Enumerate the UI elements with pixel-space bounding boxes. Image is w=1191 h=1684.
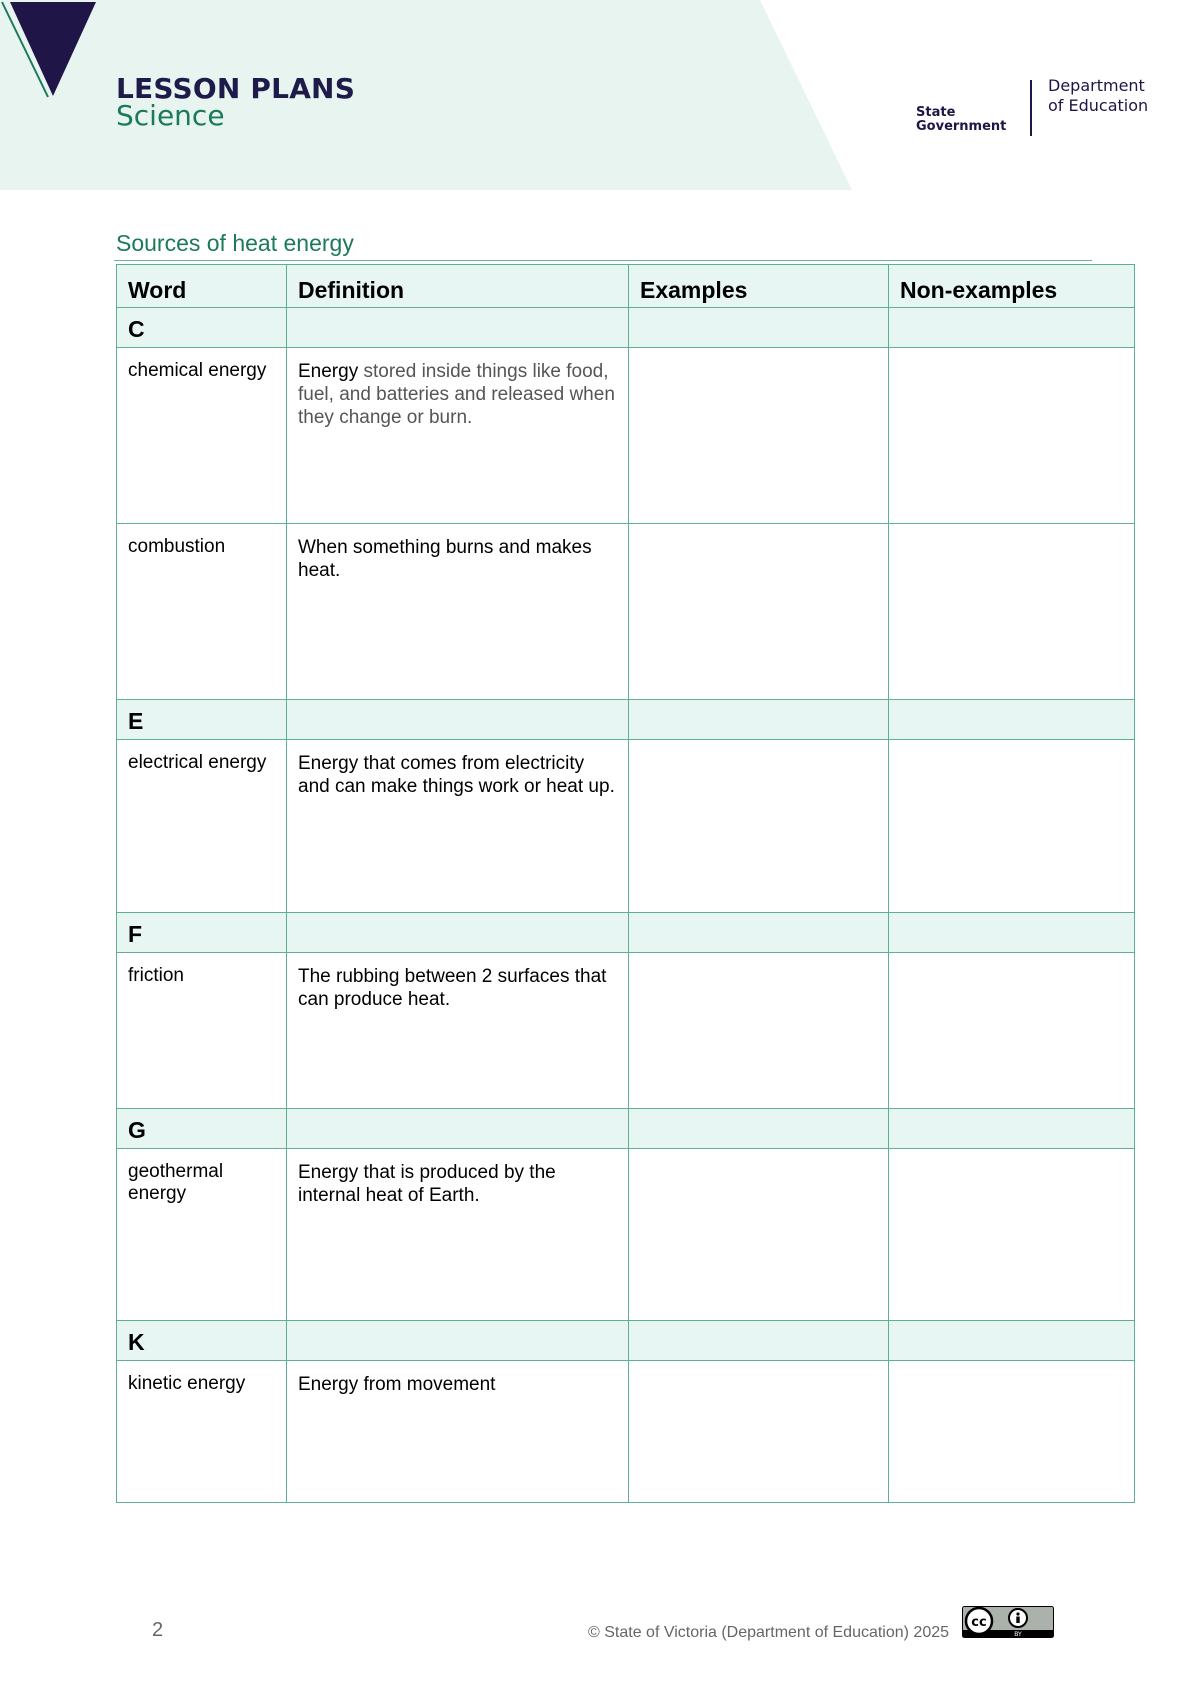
word-cell: kinetic energy (117, 1361, 287, 1503)
letter-row-cell (629, 308, 889, 348)
letter-row-k (117, 1321, 1135, 1361)
letter-row-cell (629, 913, 889, 953)
table-row (117, 1361, 1135, 1503)
definition-cell: The rubbing between 2 surfaces that can produce heat. (287, 953, 629, 1109)
letter-row-cell (629, 1321, 889, 1361)
letter-row-cell (889, 1321, 1135, 1361)
letter-row-cell (889, 913, 1135, 953)
logo-divider (1030, 80, 1032, 136)
government-label: Government (916, 119, 1007, 134)
column-header-definition: Definition (287, 265, 629, 308)
non-examples-cell[interactable] (889, 740, 1135, 913)
table-row (117, 524, 1135, 700)
definition-lead: Energy (298, 361, 359, 382)
word-cell: electrical energy (117, 740, 287, 913)
letter-row-cell (287, 1109, 629, 1149)
word-cell: geothermal energy (117, 1149, 287, 1321)
brand-title: LESSON PLANS (116, 72, 356, 105)
word-cell: chemical energy (117, 348, 287, 524)
letter-row-cell (889, 308, 1135, 348)
brand-subtitle: Science (116, 99, 225, 132)
definition-cell: Energy that is produced by the internal heat of Earth. (287, 1149, 629, 1321)
cc-by-icon (962, 1606, 1054, 1638)
column-header-word: Word (117, 265, 287, 308)
examples-cell[interactable] (629, 1149, 889, 1321)
letter-row-cell (889, 700, 1135, 740)
department-line-2: of Education (1048, 96, 1149, 115)
letter-heading: C (117, 308, 287, 348)
table-row (117, 740, 1135, 913)
word-cell: friction (117, 953, 287, 1109)
non-examples-cell[interactable] (889, 953, 1135, 1109)
examples-cell[interactable] (629, 348, 889, 524)
letter-row-cell (287, 700, 629, 740)
svg-text:cc: cc (971, 1615, 987, 1630)
victoria-triangle-icon (0, 0, 100, 100)
definition-cell: Energy from movement (287, 1361, 629, 1503)
letter-row-f (117, 913, 1135, 953)
section-title: Sources of heat energy (116, 230, 354, 256)
letter-heading: F (117, 913, 287, 953)
letter-heading: E (117, 700, 287, 740)
letter-row-cell (629, 700, 889, 740)
victoria-wordmark: VICTORIA (865, 70, 1016, 104)
non-examples-cell[interactable] (889, 1149, 1135, 1321)
examples-cell[interactable] (629, 740, 889, 913)
letter-row-e (117, 700, 1135, 740)
definition-cell: When something burns and makes heat. (287, 524, 629, 700)
non-examples-cell[interactable] (889, 524, 1135, 700)
letter-row-c (117, 308, 1135, 348)
svg-text:BY: BY (1014, 1631, 1022, 1638)
table-row (117, 1149, 1135, 1321)
definition-cell (287, 348, 629, 524)
column-header-non-examples: Non-examples (889, 265, 1135, 308)
examples-cell[interactable] (629, 524, 889, 700)
examples-cell[interactable] (629, 953, 889, 1109)
definition-cell: Energy that comes from electricity and can make things work or heat up. (287, 740, 629, 913)
table-row (117, 953, 1135, 1109)
section-rule (114, 260, 1092, 261)
letter-row-cell (287, 913, 629, 953)
copyright-notice: © State of Victoria (Department of Education) 2025 (588, 1624, 950, 1641)
page-number: 2 (152, 1619, 164, 1641)
definition-rest: stored inside things like food, fuel, and batteries and released when they change or burn. (298, 361, 615, 428)
table-header-row (117, 265, 1135, 308)
letter-row-cell (287, 1321, 629, 1361)
letter-row-g (117, 1109, 1135, 1149)
state-label: State (916, 105, 956, 120)
non-examples-cell[interactable] (889, 1361, 1135, 1503)
letter-row-cell (287, 308, 629, 348)
state-government-label (916, 106, 1006, 134)
examples-cell[interactable] (629, 1361, 889, 1503)
letter-row-cell (629, 1109, 889, 1149)
department-label (1048, 76, 1148, 116)
table-row (117, 348, 1135, 524)
letter-heading: K (117, 1321, 287, 1361)
column-header-examples: Examples (629, 265, 889, 308)
letter-row-cell (889, 1109, 1135, 1149)
letter-heading: G (117, 1109, 287, 1149)
glossary-table (116, 264, 1135, 1503)
non-examples-cell[interactable] (889, 348, 1135, 524)
word-cell: combustion (117, 524, 287, 700)
page-header (0, 0, 1191, 190)
department-line-1: Department (1048, 76, 1145, 95)
